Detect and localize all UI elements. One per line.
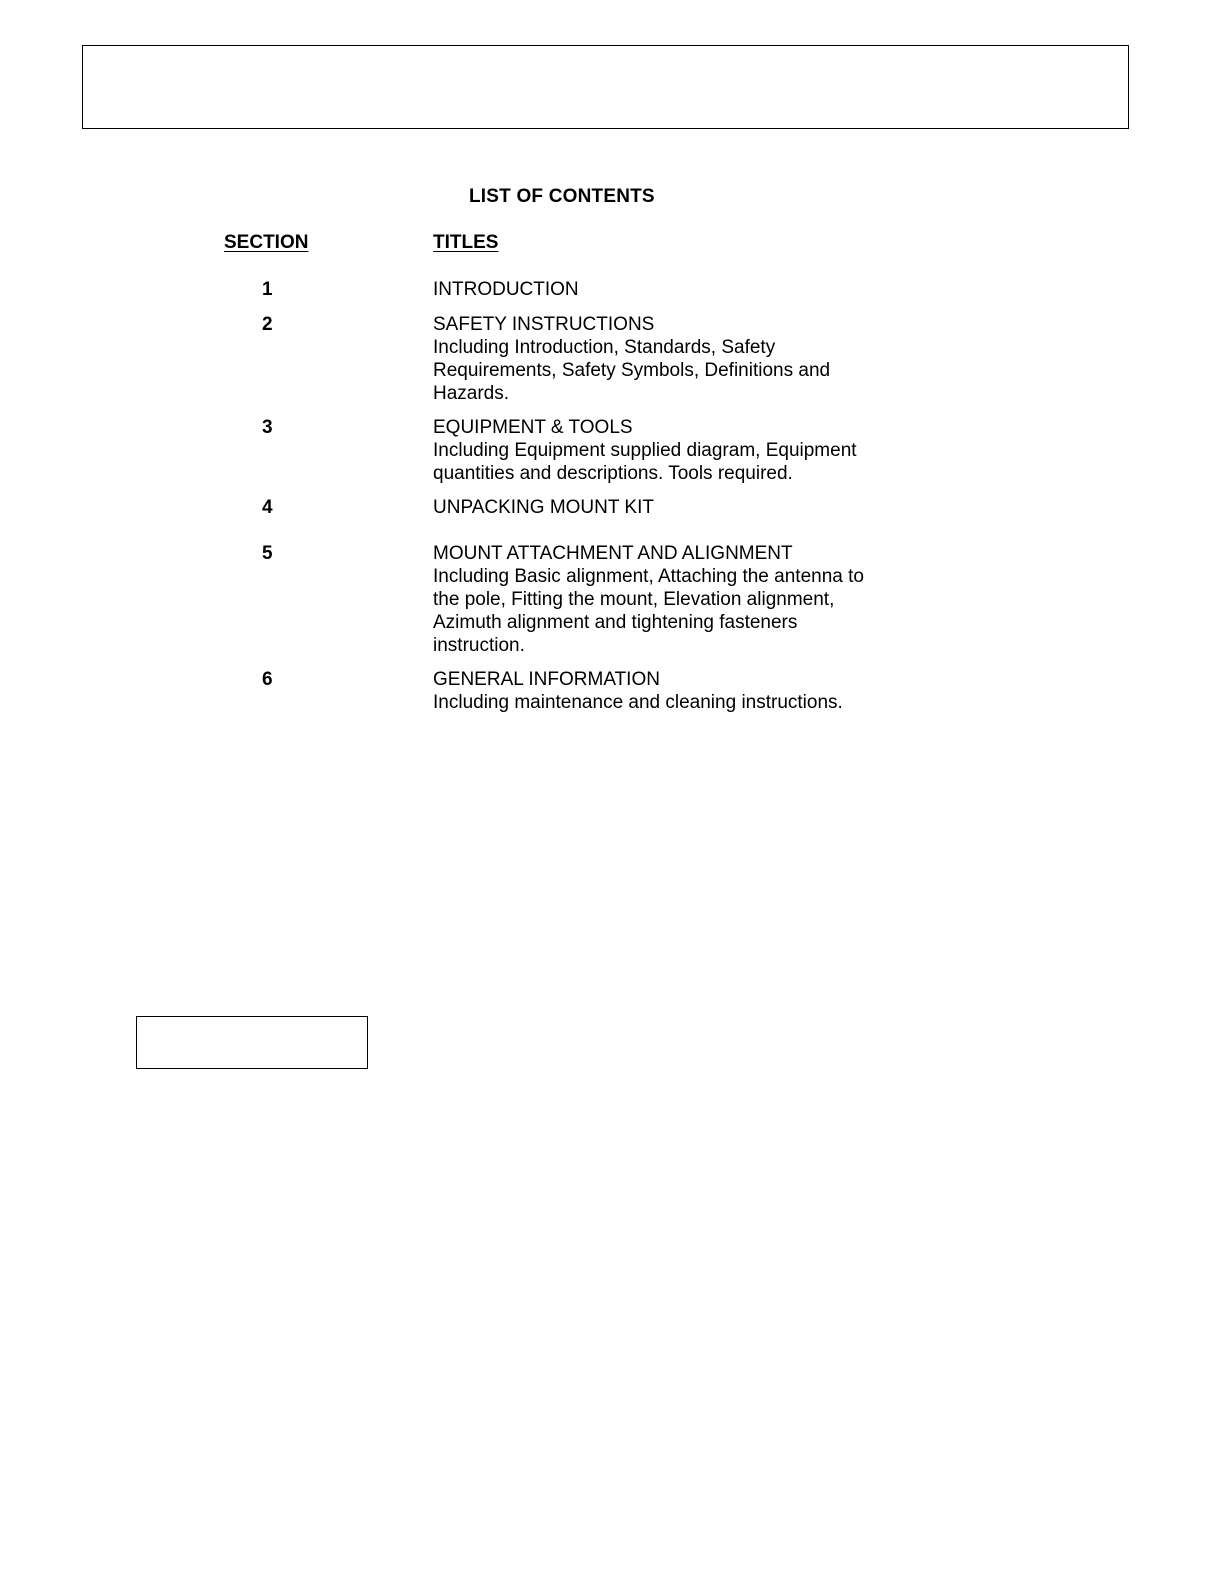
header-frame [82,45,1129,129]
toc-section-number: 3 [262,417,273,438]
toc-title: EQUIPMENT & TOOLS [433,417,633,438]
toc-title: GENERAL INFORMATION [433,669,660,690]
toc-section-number: 1 [262,279,273,300]
toc-description: Including Equipment supplied diagram, Equipment quantities and descriptions. Tools required. [433,440,857,484]
toc-section-number: 2 [262,314,273,335]
page-title: LIST OF CONTENTS [469,186,655,207]
toc-title: UNPACKING MOUNT KIT [433,497,654,518]
toc-section-number: 6 [262,669,273,690]
toc-section-number: 5 [262,543,273,564]
toc-description: Including Basic alignment, Attaching the antenna to the pole, Fitting the mount, Elevation alignment, Azimuth alignment and tightening fasteners instruction. [433,566,864,656]
toc-entry-text [433,278,888,301]
titles-column-header: TITLES [433,232,499,253]
toc-title: SAFETY INSTRUCTIONS [433,314,655,335]
toc-description: Including maintenance and cleaning instructions. [433,692,843,713]
toc-title: MOUNT ATTACHMENT AND ALIGNMENT [433,543,793,564]
toc-entry-text [433,496,888,519]
toc-title: INTRODUCTION [433,279,579,300]
toc-entry-text [433,313,853,405]
footer-frame [136,1016,368,1069]
toc-entry-text [433,416,888,485]
section-column-header: SECTION [224,232,309,253]
toc-section-number: 4 [262,497,273,518]
toc-entry-text [433,542,888,657]
toc-description: Including Introduction, Standards, Safety Requirements, Safety Symbols, Definitions and Hazards. [433,337,831,404]
toc-entry-text [433,668,888,714]
